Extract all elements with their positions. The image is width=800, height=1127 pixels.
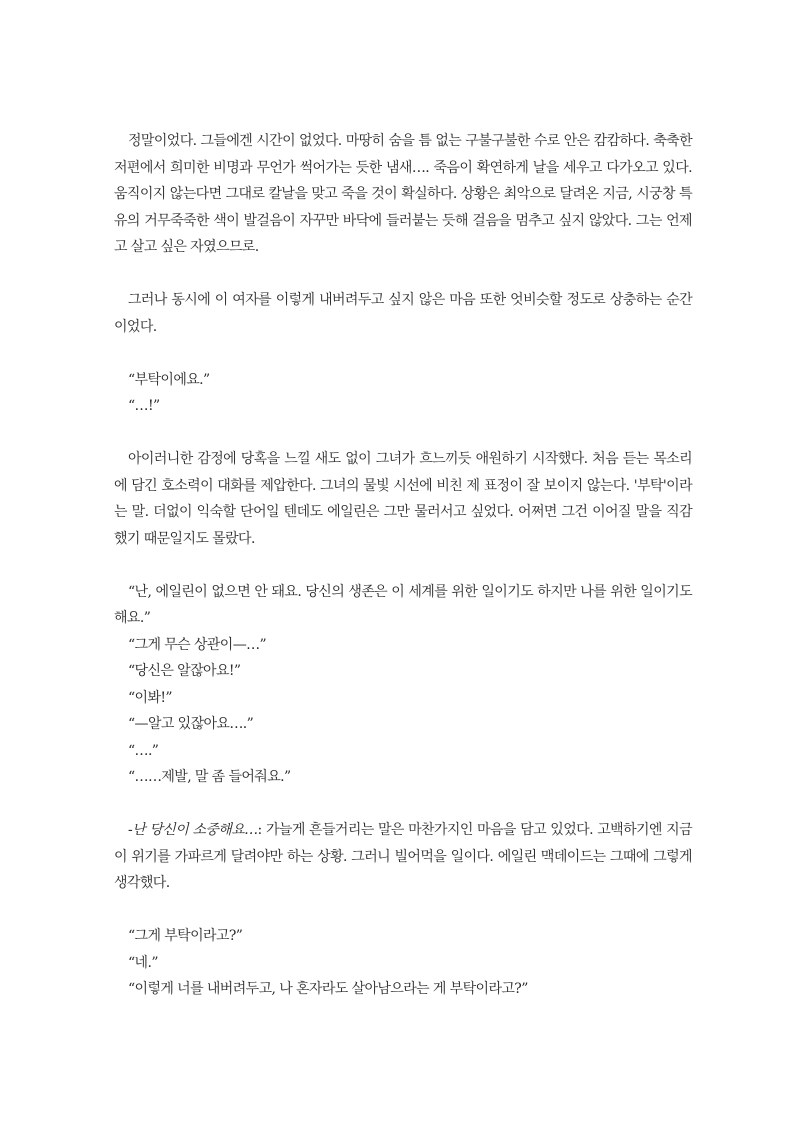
paragraph-4 <box>114 817 692 897</box>
paragraph-2: 그러나 동시에 이 여자를 이렇게 내버려두고 싶지 않은 마음 또한 엇비슷할 정도로 상충하는 순간이었다. <box>114 292 692 335</box>
dialog-line: “……제발, 말 좀 들어줘요.” <box>128 769 291 785</box>
paragraph-1: 정말이었다. 그들에겐 시간이 없었다. 마땅히 숨을 틈 없는 구불구불한 수로 안은 캄캄하다. 축축한 저편에서 희미한 비명과 무언가 썩어가는 듯한 냄새…. 죽음이 확연하게 날을 세우고 다가오고 있다. 움직이지 않는다면 그대로 칼날을 맞고 죽을 것이 확실하다. 상황은 최악으로 달려온 지금, 시궁창 특유의 거무죽죽한 색이 발걸음이 자꾸만 바닥에 들러붙는 듯해 걸음을 멈추고 싶지 않았다. 그는 언제고 살고 싶은 자였으므로. <box>114 133 692 255</box>
dialog-line: “난, 에일린이 없으면 안 돼요. 당신의 생존은 이 세계를 위한 일이기도 하지만 나를 위한 일이기도 해요.” <box>114 583 692 626</box>
dialog-line: “…!” <box>128 398 160 414</box>
dialog-line: “그게 무슨 상관이—…” <box>128 636 267 653</box>
dialog-block-3 <box>114 923 692 1003</box>
document-page <box>114 128 692 1029</box>
dialog-block-1 <box>114 367 692 420</box>
dialog-line: “—알고 있잖아요….” <box>128 716 254 732</box>
paragraph-3: 아이러니한 감정에 당혹을 느낄 새도 없이 그녀가 흐느끼듯 애원하기 시작했다. 처음 듣는 목소리에 담긴 호소력이 대화를 제압한다. 그녀의 물빛 시선에 비친 제 표정이 잘 보이지 않는다. '부탁'이라는 말. 더없이 익숙할 단어일 텐데도 에일린은 그만 물러서고 싶었다. 어쩌면 그건 이어질 말을 직감했기 때문일지도 몰랐다. <box>114 451 692 547</box>
dialog-line: “부탁이에요.” <box>128 371 210 388</box>
dialog-line: “당신은 알잖아요!” <box>128 663 241 679</box>
dialog-line: “그게 부탁이라고?” <box>128 928 243 944</box>
dialog-line: “이봐!” <box>128 689 172 706</box>
paragraph-4-text: : 가늘게 흔들거리는 말은 마찬가지인 마음을 담고 있었다. 고백하기엔 지금 이 위기를 가파르게 달려야만 하는 상황. 그러니 빌어먹을 일이다. 에일린 맥데이드는 그때에 그렇게 생각했다. <box>114 822 693 891</box>
dialog-line: “이렇게 너를 내버려두고, 나 혼자라도 살아남으라는 게 부탁이라고?” <box>128 981 528 997</box>
italic-phrase: -난 당신이 소중해요… <box>128 822 258 838</box>
dialog-line: “….” <box>128 742 159 759</box>
dialog-block-2 <box>114 579 692 791</box>
dialog-line: “네.” <box>128 954 158 971</box>
